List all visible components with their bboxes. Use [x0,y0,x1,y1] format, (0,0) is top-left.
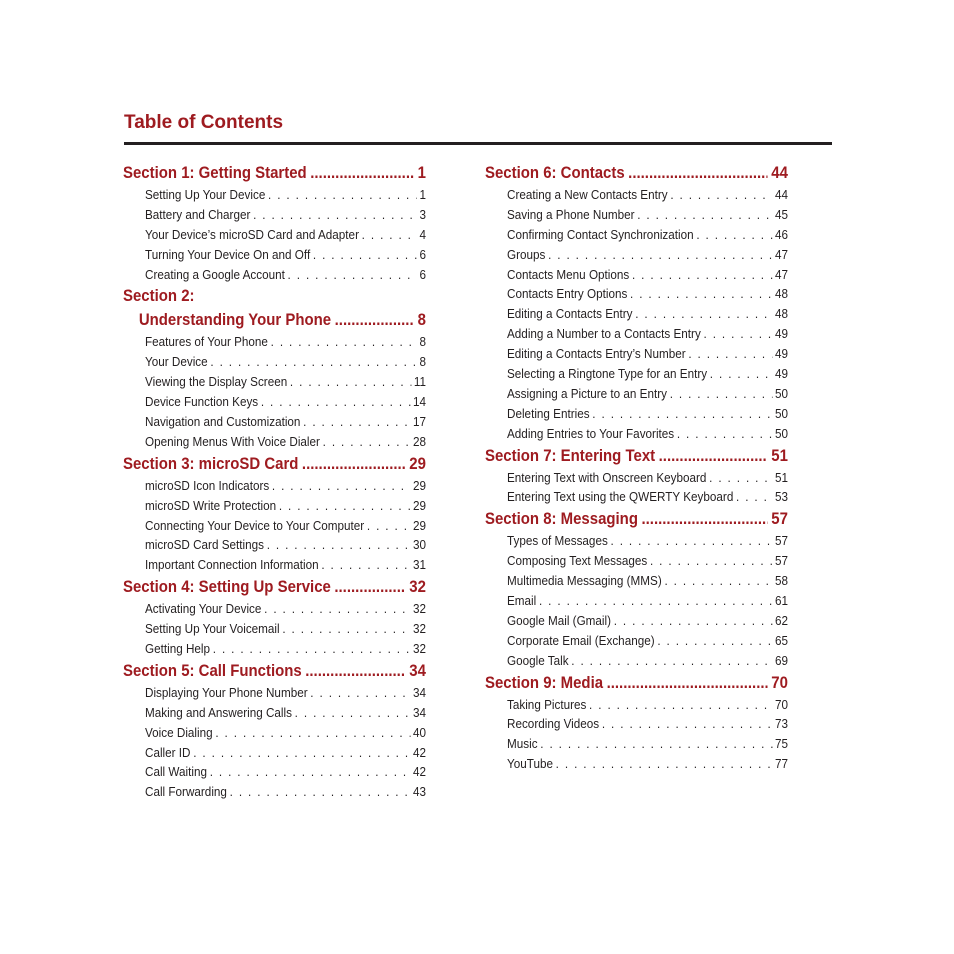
toc-entry-page: 3 [419,206,426,222]
toc-entry-label: microSD Icon Indicators [145,477,270,493]
dot-leader [736,489,772,504]
toc-entry-page: 70 [774,696,788,712]
toc-entry[interactable] [145,557,426,577]
dot-leader [367,518,410,533]
toc-entry-label: Deleting Entries [507,405,590,421]
dot-leader [362,227,417,242]
toc-column-left [123,163,426,804]
toc-entry-label: Music [507,736,538,752]
toc-entry-page: 46 [774,226,788,242]
toc-entry-page: 6 [419,246,426,262]
toc-entry-page: 32 [412,641,426,657]
toc-entry-page: 51 [774,469,788,485]
dot-leader [230,784,411,799]
toc-entry-label: Recording Videos [507,716,600,732]
dot-leader [602,716,772,731]
dot-leader [210,354,416,369]
dot-leader [659,446,768,466]
toc-entry-page: 31 [412,557,426,573]
toc-entry[interactable] [145,621,426,641]
toc-entry-page: 58 [774,573,788,589]
toc-entry[interactable] [507,756,788,776]
section-page-number: 51 [771,445,788,465]
toc-entry[interactable] [507,716,788,736]
dot-leader [279,498,410,513]
section-page-number: 57 [771,509,788,529]
toc-entry[interactable] [507,346,788,366]
toc-entry-label: Connecting Your Device to Your Computer [145,517,365,533]
toc-entry-page: 8 [419,334,426,350]
toc-entry-page: 8 [419,354,426,370]
toc-entry[interactable] [507,697,788,717]
toc-entry-page: 50 [774,385,788,401]
dot-leader [628,163,768,183]
toc-entry[interactable] [145,434,426,454]
dot-leader [710,366,772,381]
section-title: Section 3: microSD Card [123,453,299,473]
toc-entry[interactable] [145,207,426,227]
toc-entry-page: 62 [774,612,788,628]
toc-entry-page: 11 [413,374,426,390]
toc-entry-page: 42 [412,764,426,780]
dot-leader [677,426,772,441]
title-divider [124,142,832,145]
section-page-number: 29 [409,453,426,473]
dot-leader [295,705,411,720]
section-heading[interactable] [123,454,426,478]
section-page-number: 70 [771,672,788,692]
toc-entry[interactable] [145,354,426,374]
toc-entry[interactable] [145,537,426,557]
toc-entry-label: Assigning a Picture to an Entry [507,385,667,401]
dot-leader [630,286,772,301]
toc-entry-page: 4 [419,226,426,242]
toc-entry[interactable] [145,705,426,725]
section-title: Understanding Your Phone [138,310,332,330]
toc-entry[interactable] [145,227,426,247]
toc-entry-label: Contacts Entry Options [507,286,628,302]
toc-entry-label: Entering Text with Onscreen Keyboard [507,469,707,485]
dot-leader [632,267,772,282]
toc-entry-page: 1 [419,187,426,202]
toc-entry-label: Call Forwarding [145,784,227,800]
toc-entry[interactable] [507,470,788,490]
toc-entry-page: 14 [412,394,426,410]
dot-leader [264,601,410,616]
dot-leader [641,509,767,529]
section-heading[interactable] [123,310,426,334]
dot-leader [709,470,772,485]
toc-entry[interactable] [507,613,788,633]
toc-entry-page: 44 [774,187,788,202]
toc-entry-label: microSD Card Settings [145,537,264,553]
dot-leader [704,326,773,341]
section-page-number: 1 [417,163,426,182]
dot-leader [571,653,772,668]
toc-entry-label: Making and Answering Calls [145,704,292,720]
toc-entry[interactable] [507,207,788,227]
toc-entry[interactable] [507,366,788,386]
section-title: Section 6: Contacts [485,163,625,182]
toc-entry[interactable] [507,406,788,426]
toc-entry-label: Corporate Email (Exchange) [507,632,655,648]
section-page-number: 44 [771,163,788,182]
toc-entry-label: Editing a Contacts Entry’s Number [507,346,686,362]
toc-entry-label: Activating Your Device [145,601,262,617]
toc-entry-label: Entering Text using the QWERTY Keyboard [507,489,734,505]
toc-entry[interactable] [145,784,426,804]
toc-entry[interactable] [145,414,426,434]
toc-entry-label: Viewing the Display Screen [145,374,288,390]
toc-entry-label: Your Device’s microSD Card and Adapter [145,226,359,242]
section-title: Section 4: Setting Up Service [123,577,331,597]
dot-leader [272,478,410,493]
dot-leader [303,414,410,429]
toc-entry-page: 77 [774,756,788,772]
dot-leader [271,334,417,349]
section-title: Section 9: Media [485,672,604,692]
toc-entry-page: 17 [412,414,426,430]
toc-entry-label: Taking Pictures [507,696,587,712]
section-heading-line: Section 2: [123,286,195,306]
toc-entry[interactable] [507,593,788,613]
toc-entry-label: Setting Up Your Voicemail [145,621,280,637]
toc-entry[interactable] [145,267,426,287]
section-heading[interactable] [485,509,788,533]
toc-entry-page: 29 [412,517,426,533]
dot-leader [664,573,772,588]
toc-entry[interactable] [507,426,788,446]
dot-leader [290,374,411,389]
dot-leader [696,227,772,242]
dot-leader [635,306,772,321]
section-heading[interactable] [485,673,788,697]
toc-entry[interactable] [507,533,788,553]
dot-leader [313,247,417,262]
dot-leader [253,207,417,222]
toc-entry[interactable] [145,374,426,394]
dot-leader [310,685,410,700]
toc-entry-page: 34 [412,704,426,720]
toc-entry-label: Features of Your Phone [145,334,268,350]
toc-entry-label: Groups [507,246,546,262]
dot-leader [688,346,772,361]
section-page-number: 32 [409,577,426,597]
section-title: Section 8: Messaging [485,509,638,529]
toc-entry-page: 32 [412,621,426,637]
toc-entry-label: Opening Menus With Voice Dialer [145,433,320,449]
dot-leader [657,633,772,648]
dot-leader [548,247,772,262]
toc-entry-page: 75 [774,736,788,752]
toc-entry-label: Device Function Keys [145,394,259,410]
toc-entry-label: Creating a Google Account [145,266,285,282]
dot-leader [193,745,410,760]
toc-entry[interactable] [145,518,426,538]
toc-entry[interactable] [507,633,788,653]
toc-entry[interactable] [507,247,788,267]
toc-entry[interactable] [145,601,426,621]
toc-entry-page: 48 [774,306,788,322]
toc-entry[interactable] [507,306,788,326]
dot-leader [670,386,773,401]
toc-entry-label: Multimedia Messaging (MMS) [507,573,662,589]
section-page-number: 8 [417,310,426,330]
toc-entry-label: Your Device [145,354,208,370]
toc-entry[interactable] [145,247,426,267]
toc-entry-label: Adding Entries to Your Favorites [507,425,675,441]
section-heading[interactable] [123,577,426,601]
toc-entry-label: Selecting a Ringtone Type for an Entry [507,366,708,382]
toc-entry-page: 45 [774,206,788,222]
toc-entry-label: Contacts Menu Options [507,266,630,282]
toc-entry-page: 57 [774,533,788,549]
toc-entry-label: Confirming Contact Synchronization [507,226,694,242]
toc-entry-page: 65 [774,632,788,648]
toc-entry-label: Email [507,593,537,609]
toc-entry-page: 49 [774,346,788,362]
dot-leader [310,163,414,183]
toc-entry-label: YouTube [507,756,553,772]
toc-entry[interactable] [507,653,788,673]
dot-leader [215,725,410,740]
section-heading[interactable] [485,446,788,470]
toc-entry-page: 49 [774,366,788,382]
section-heading[interactable] [123,163,426,187]
toc-entry-label: Saving a Phone Number [507,206,635,222]
toc-entry[interactable] [145,334,426,354]
toc-entry-label: Displaying Your Phone Number [145,684,308,700]
toc-entry-page: 29 [412,477,426,493]
toc-entry-label: Composing Text Messages [507,553,648,569]
toc-entry-page: 50 [774,425,788,441]
section-title: Section 5: Call Functions [123,660,302,680]
dot-leader [261,394,410,409]
toc-entry-page: 6 [419,266,426,282]
toc-entry-label: Editing a Contacts Entry [507,306,633,322]
toc-entry-page: 47 [774,246,788,262]
toc-entry[interactable] [145,478,426,498]
toc-entry[interactable] [507,553,788,573]
section-heading[interactable] [123,661,426,685]
toc-entry[interactable] [507,736,788,756]
toc-entry[interactable] [145,394,426,414]
toc-entry-label: Types of Messages [507,533,608,549]
dot-leader [302,454,406,474]
toc-entry[interactable] [145,187,426,207]
dot-leader [323,434,411,449]
toc-entry-label: Turning Your Device On and Off [145,246,311,262]
toc-entry-page: 47 [774,266,788,282]
dot-leader [305,661,405,681]
toc-entry-page: 53 [774,489,788,505]
toc-entry-label: Adding a Number to a Contacts Entry [507,326,701,342]
section-heading[interactable] [485,163,788,187]
toc-entry[interactable] [145,725,426,745]
dot-leader [607,673,768,693]
toc-entry[interactable] [507,489,788,509]
dot-leader [650,553,772,568]
toc-entry-page: 49 [774,326,788,342]
toc-entry-page: 73 [774,716,788,732]
toc-entry-page: 48 [774,286,788,302]
dot-leader [611,533,773,548]
toc-entry-label: Voice Dialing [145,724,213,740]
dot-leader [334,577,405,597]
toc-entry-label: Battery and Charger [145,206,251,222]
toc-entry[interactable] [145,764,426,784]
toc-entry[interactable] [507,227,788,247]
dot-leader [210,764,411,779]
toc-entry-label: Navigation and Customization [145,414,301,430]
toc-entry[interactable] [145,685,426,705]
toc-entry-page: 29 [412,497,426,513]
dot-leader [539,593,772,608]
page-title: Table of Contents [124,112,284,133]
toc-entry-page: 30 [412,537,426,553]
toc-entry[interactable] [507,267,788,287]
toc-entry-label: Google Mail (Gmail) [507,612,612,628]
toc-column-right [485,163,788,776]
dot-leader [592,406,772,421]
toc-entry-page: 32 [412,601,426,617]
toc-entry-label: Getting Help [145,641,211,657]
toc-entry-page: 40 [412,724,426,740]
section-page-number: 34 [409,660,426,680]
toc-entry-page: 57 [774,553,788,569]
dot-leader [670,187,772,202]
toc-entry-page: 42 [412,744,426,760]
toc-entry-page: 43 [412,784,426,800]
toc-entry-label: Caller ID [145,744,191,760]
toc-entry-page: 28 [412,433,426,449]
dot-leader [213,641,411,656]
section-title: Section 1: Getting Started [123,163,307,182]
dot-leader [556,756,773,771]
toc-entry-page: 69 [774,652,788,668]
toc-entry[interactable] [507,386,788,406]
toc-entry-label: microSD Write Protection [145,497,277,513]
toc-entry[interactable] [507,326,788,346]
toc-entry-page: 61 [774,593,788,609]
dot-leader [540,736,772,751]
toc-entry-page: 34 [412,684,426,700]
toc-entry-label: Setting Up Your Device [145,187,266,202]
dot-leader [335,310,414,330]
toc-entry[interactable] [507,573,788,593]
dot-leader [288,267,417,282]
toc-entry-label: Google Talk [507,652,569,668]
toc-entry[interactable] [145,641,426,661]
toc-entry[interactable] [145,745,426,765]
dot-leader [267,537,411,552]
dot-leader [614,613,773,628]
dot-leader [282,621,410,636]
toc-entry-page: 50 [774,405,788,421]
toc-entry[interactable] [507,286,788,306]
toc-entry[interactable] [507,187,788,207]
toc-entry[interactable] [145,498,426,518]
section-title: Section 7: Entering Text [485,445,656,465]
dot-leader [589,697,772,712]
toc-entry-label: Call Waiting [145,764,207,780]
dot-leader [321,557,410,572]
toc-entry-label: Important Connection Information [145,557,319,573]
toc-entry-label: Creating a New Contacts Entry [507,187,668,202]
dot-leader [268,187,417,202]
dot-leader [637,207,772,222]
